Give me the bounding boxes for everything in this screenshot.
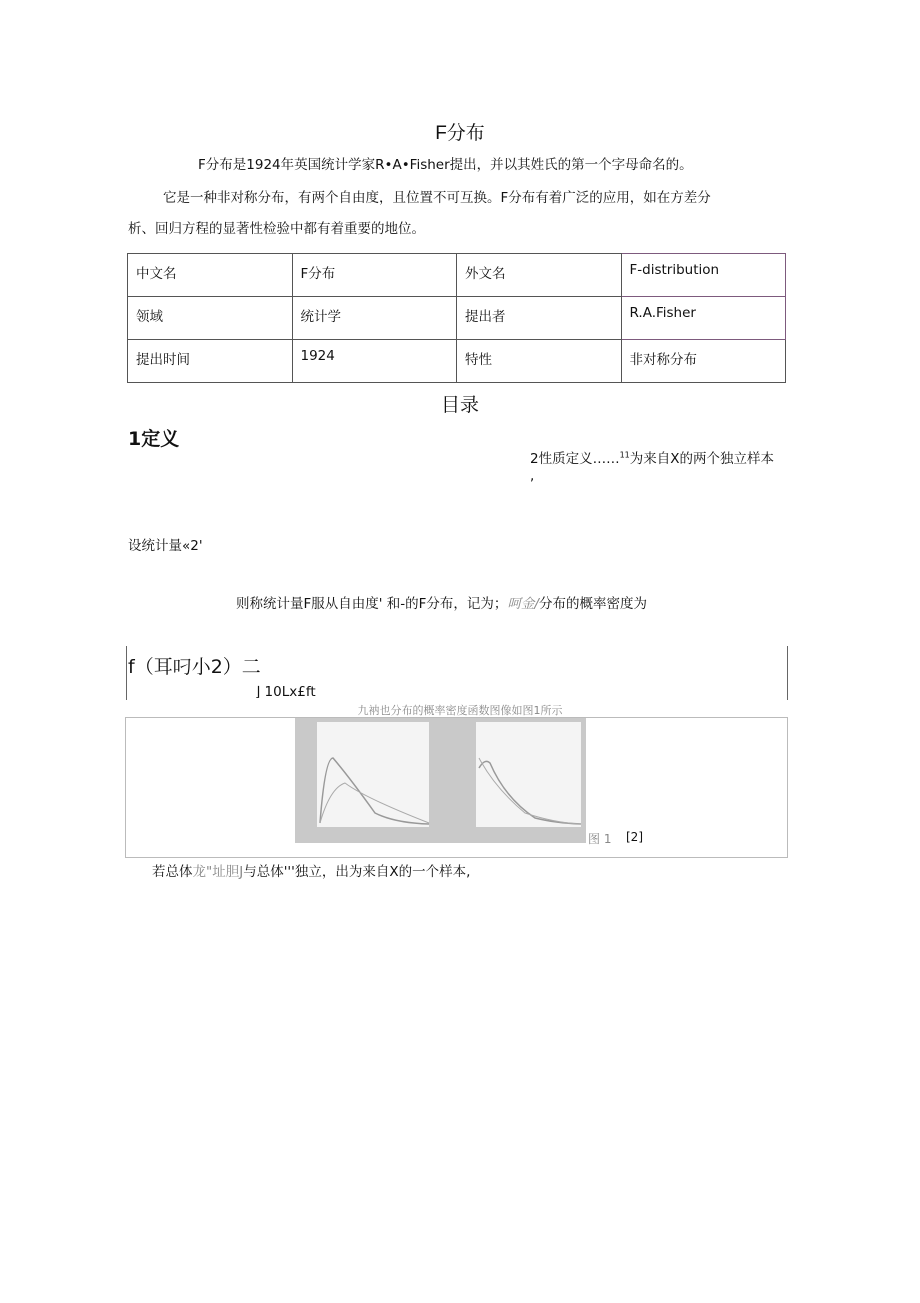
- toc-text-rest: 为来自X的两个独立样本: [629, 451, 775, 467]
- figure-label: 图 1: [588, 832, 612, 846]
- intro-paragraph-1: F分布是1924年英国统计学家R•A•Fisher提出，并以其姓氏的第一个字母命名的。: [198, 157, 693, 173]
- text: 与总体''': [243, 864, 295, 880]
- cell: R.A.Fisher: [621, 297, 786, 340]
- intro-paragraph-2-cont: 析、回归方程的显著性检验中都有着重要的地位。: [128, 221, 425, 237]
- table-row: [128, 254, 786, 297]
- density-plot-image: [295, 718, 586, 843]
- text: 呵金/: [507, 596, 539, 612]
- cell: F-distribution: [621, 254, 786, 297]
- cell: 提出者: [457, 297, 622, 340]
- comma: ,: [530, 468, 535, 484]
- table-row: [128, 297, 786, 340]
- cell: 特性: [457, 340, 622, 383]
- text: 则称统计量F服从自由度' 和-的F分布，记为；: [236, 596, 508, 612]
- toc-line: [530, 447, 774, 467]
- figure-intro-caption: 九衲也分布的概率密度函数图像如图1所示: [357, 704, 563, 717]
- text: 若总体: [152, 864, 193, 880]
- text: 龙"址胆J: [192, 864, 244, 880]
- intro-paragraph-2: 它是一种非对称分布，有两个自由度，且位置不可互换。F分布有着广泛的应用，如在方差分: [163, 190, 711, 206]
- formula: f（耳叼小2）二: [128, 656, 261, 678]
- cell: 非对称分布: [621, 340, 786, 383]
- cell: 提出时间: [128, 340, 293, 383]
- statistic-text: 设统计量«2': [128, 538, 203, 554]
- formula-denominator: ⌋ 10Lx£ft: [255, 684, 316, 700]
- toc-title: 目录: [440, 394, 479, 416]
- last-paragraph: [152, 860, 470, 880]
- section-heading: 1定义: [128, 428, 180, 450]
- superscript: 11: [619, 450, 630, 460]
- cell: 外文名: [457, 254, 622, 297]
- cell: 统计学: [292, 297, 457, 340]
- infobox-table: [127, 253, 786, 383]
- cell: 领域: [128, 297, 293, 340]
- text: 分布的概率密度为: [538, 596, 647, 612]
- table-row: [128, 340, 786, 383]
- toc-text: 2性质定义……: [530, 451, 620, 467]
- text: 独立，出为来自X的一个样本,: [294, 864, 471, 880]
- definition-text: [236, 592, 647, 612]
- page-title: F分布: [435, 123, 485, 144]
- figure-reference[interactable]: [2]: [626, 830, 643, 844]
- cell: 1924: [292, 340, 457, 383]
- cell: F分布: [292, 254, 457, 297]
- cell: 中文名: [128, 254, 293, 297]
